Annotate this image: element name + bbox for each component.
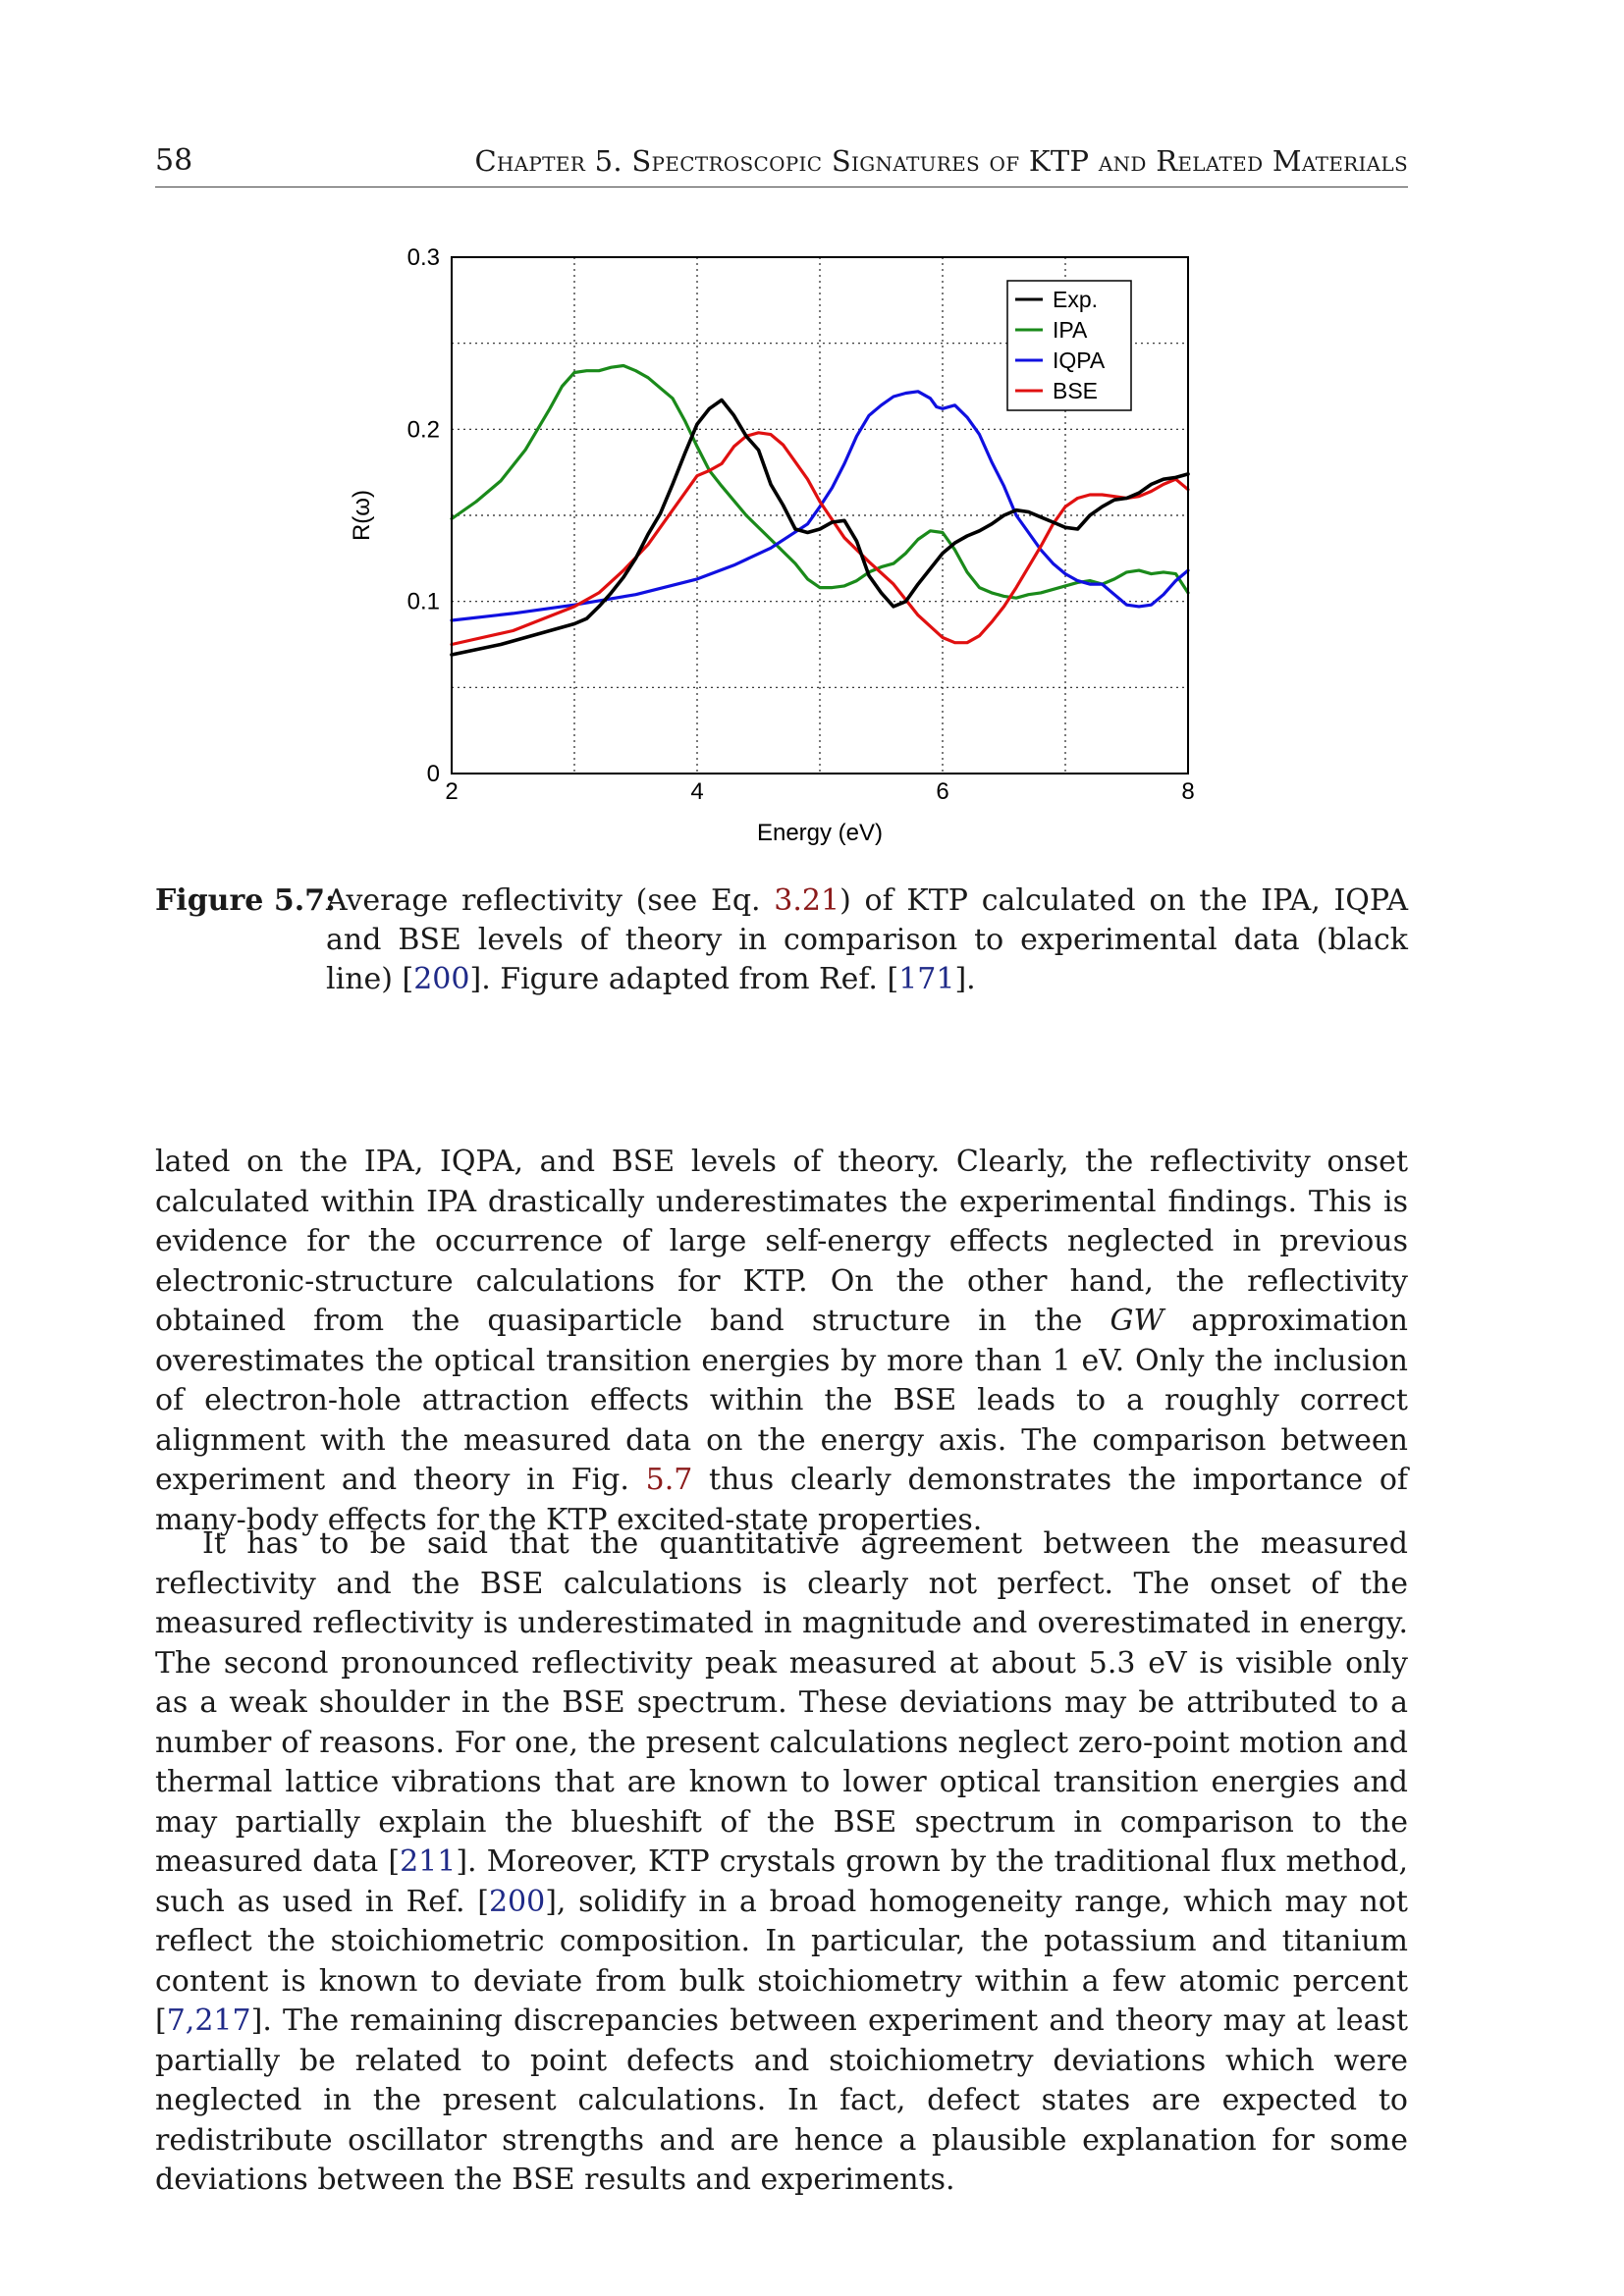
citation-link[interactable]: 217	[194, 2003, 251, 2038]
x-tick-label: 6	[936, 778, 949, 805]
y-tick-label: 0.3	[406, 244, 440, 271]
equation-ref-link[interactable]: 3.21	[774, 883, 840, 918]
x-tick-label: 8	[1181, 778, 1195, 805]
citation-link[interactable]: 7,	[166, 2003, 195, 2038]
caption-label: Figure 5.7:	[155, 883, 337, 918]
legend-label-ipa: IPA	[1053, 317, 1088, 343]
legend-label-bse: BSE	[1053, 378, 1099, 403]
x-axis-label: Energy (eV)	[756, 820, 884, 846]
page-number: 58	[155, 143, 193, 178]
caption-text: Average reflectivity (see Eq. 3.21) of KTP calculated on the IPA, IQPA and BSE levels of theory in comparison to experimental data (black line) [200]. Figure adapted from Ref. [171].	[326, 883, 1408, 996]
reflectivity-chart	[334, 234, 1218, 862]
legend-label-exp: Exp.	[1053, 287, 1099, 312]
legend-label-iqpa: IQPA	[1053, 347, 1106, 373]
citation-link[interactable]: 211	[400, 1844, 457, 1879]
citation-link[interactable]: 171	[898, 962, 955, 996]
x-tick-label: 2	[445, 778, 459, 805]
citation-link[interactable]: 200	[488, 1884, 546, 1919]
x-tick-label: 4	[690, 778, 704, 805]
running-header	[155, 143, 1408, 187]
figure-ref-link[interactable]: 5.7	[645, 1463, 693, 1497]
body-paragraph-2: It has to be said that the quantitative agreement between the measured reflectivity and the BSE calculations is clearly not perfect. The onset of the measured reflectivity is underestimated in magnitude and overestimated in energy. The second pronounced reflectivity peak measured at about 5.3 eV is visible only as a weak shoulder in the BSE spectrum. These deviations may be attributed to a number of reasons. For one, the present calculations neglect zero-point motion and thermal lattice vibrations that are known to lower optical transition energies and may partially explain the blueshift of the BSE spectrum in comparison to the measured data [211]. Moreover, KTP crystals grown by the traditional flux method, such as used in Ref. [200], solidify in a broad homogeneity range, which may not reflect the stoichiometric composition. In particular, the potassium and titanium content is known to deviate from bulk stoichiometry within a few atomic percent [7,217]. The remaining discrepancies between experiment and theory may at least partially be related to point defects and stoichiometry deviations which were neglected in the present calculations. In fact, defect states are expected to redistribute oscillator strengths and are hence a plausible explanation for some deviations between the BSE results and experiments.	[155, 1526, 1408, 2197]
running-title: Chapter 5. Spectroscopic Signatures of KTP and Related Materials	[474, 144, 1408, 178]
y-tick-label: 0.2	[406, 416, 440, 444]
citation-link[interactable]: 200	[413, 962, 470, 996]
body-paragraph-1: lated on the IPA, IQPA, and BSE levels of theory. Clearly, the reflectivity onset calculated within IPA drastically underestimates the experimental findings. This is evidence for the occurrence of large self-energy effects neglected in previous electronic-structure calculations for KTP. On the other hand, the reflectivity obtained from the quasiparticle band structure in the GW approximation overestimates the optical transition energies by more than 1 eV. Only the inclusion of electron-hole attraction effects within the BSE leads to a roughly correct alignment with the measured data on the energy axis. The comparison between experiment and theory in Fig. 5.7 thus clearly demonstrates the importance of many-body effects for the KTP excited-state properties.	[155, 1145, 1408, 1537]
gw-term: GW	[1110, 1304, 1164, 1338]
y-tick-label: 0	[426, 761, 440, 787]
y-axis-label: R(ω)	[349, 489, 375, 542]
y-tick-label: 0.1	[406, 588, 440, 615]
chart-legend	[1007, 281, 1131, 410]
